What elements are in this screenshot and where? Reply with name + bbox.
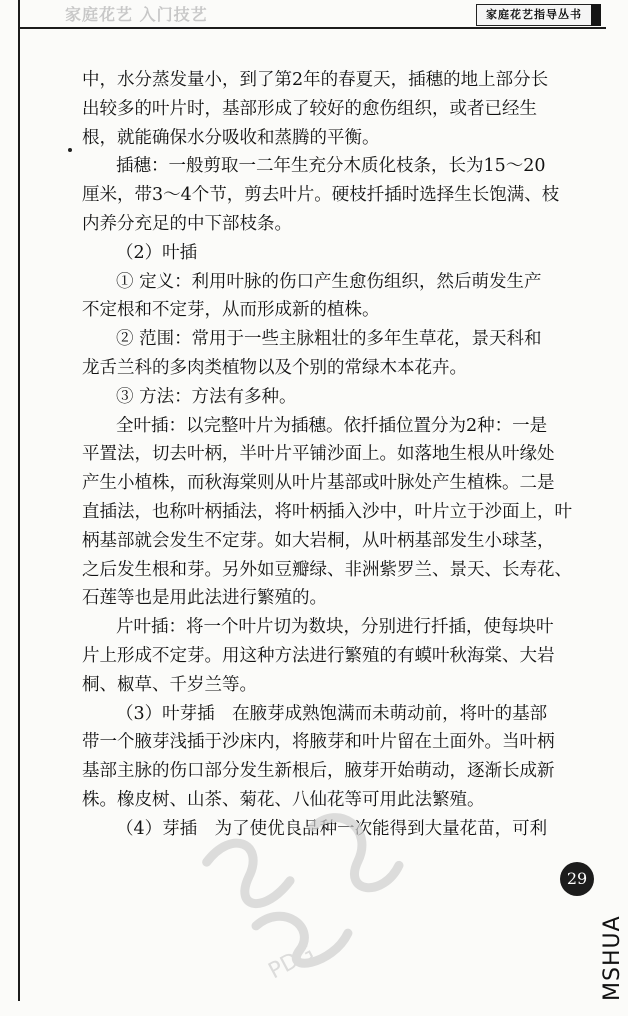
text-line: （2）叶插 — [116, 242, 198, 263]
text-line: 石莲等也是用此法进行繁殖的。 — [82, 588, 327, 609]
header-rule — [18, 27, 606, 29]
text-line: 直插法，也称叶柄插法，将叶柄插入沙中，叶片立于沙面上，叶 — [82, 501, 572, 522]
page-body — [82, 66, 592, 844]
text-line: （3）叶芽插 在腋芽成熟饱满而未萌动前，将叶的基部 — [116, 703, 548, 724]
text-line: 厘米，带3～4个节，剪去叶片。硬枝扦插时选择生长饱满、枝 — [82, 185, 560, 206]
text-line: 内养分充足的中下部枝条。 — [82, 213, 292, 234]
series-title: 家庭花艺指导丛书 — [476, 4, 592, 26]
left-margin-rule — [18, 0, 20, 1001]
text-line: 片上形成不定芽。用这种方法进行繁殖的有蟆叶秋海棠、大岩 — [82, 645, 555, 666]
text-line: 全叶插：以完整叶片为插穗。依扦插位置分为2种：一是 — [116, 415, 548, 436]
page-number: 29 — [560, 862, 594, 896]
text-line: ① 定义：利用叶脉的伤口产生愈伤组织，然后萌发生产 — [116, 271, 542, 292]
text-line: 柄基部就会发生不定芽。如大岩桐，从叶柄基部发生小球茎， — [82, 530, 555, 551]
text-line: ③ 方法：方法有多种。 — [116, 386, 297, 407]
text-line: 插穗：一般剪取一二年生充分木质化枝条，长为15～20 — [116, 156, 546, 177]
text-line: 基部主脉的伤口部分发生新根后，腋芽开始萌动，逐渐长成新 — [82, 761, 555, 782]
text-line: 中，水分蒸发量小，到了第2年的春夏天，插穗的地上部分长 — [82, 70, 549, 90]
text-line: 桐、椒草、千岁兰等。 — [82, 674, 257, 695]
side-watermark: MSHUA — [600, 915, 625, 1001]
text-line: ② 范围：常用于一些主脉粗壮的多年生草花，景天科和 — [116, 329, 542, 350]
text-line: 不定根和不定芽，从而形成新的植株。 — [82, 300, 380, 321]
text-line: 根，就能确保水分吸收和蒸腾的平衡。 — [82, 127, 380, 148]
margin-dot — [68, 148, 72, 152]
text-line: 之后发生根和芽。另外如豆瓣绿、非洲紫罗兰、景天、长寿花、 — [82, 559, 572, 580]
text-line: 株。橡皮树、山茶、菊花、八仙花等可用此法繁殖。 — [82, 789, 485, 810]
text-line: 带一个腋芽浅插于沙床内，将腋芽和叶片留在土面外。当叶柄 — [82, 732, 555, 753]
text-line: 平置法，切去叶柄，半叶片平铺沙面上。如落地生根从叶缘处 — [82, 444, 555, 465]
text-line: 出较多的叶片时，基部形成了较好的愈伤组织，或者已经生 — [82, 98, 537, 119]
text-line: 片叶插：将一个叶片切为数块，分别进行扦插，使每块叶 — [116, 617, 554, 638]
header-block — [591, 4, 601, 26]
text-line: （4）芽插 为了使优良品种一次能得到大量花苗，可利 — [116, 818, 548, 839]
header-watermark: 家庭花艺 入门技艺 — [65, 5, 208, 24]
text-line: 产生小植株，而秋海棠则从叶片基部或叶脉处产生植株。二是 — [82, 473, 555, 494]
seal-text: PDG — [264, 939, 319, 985]
text-line: 龙舌兰科的多肉类植物以及个别的常绿木本花卉。 — [82, 357, 467, 378]
